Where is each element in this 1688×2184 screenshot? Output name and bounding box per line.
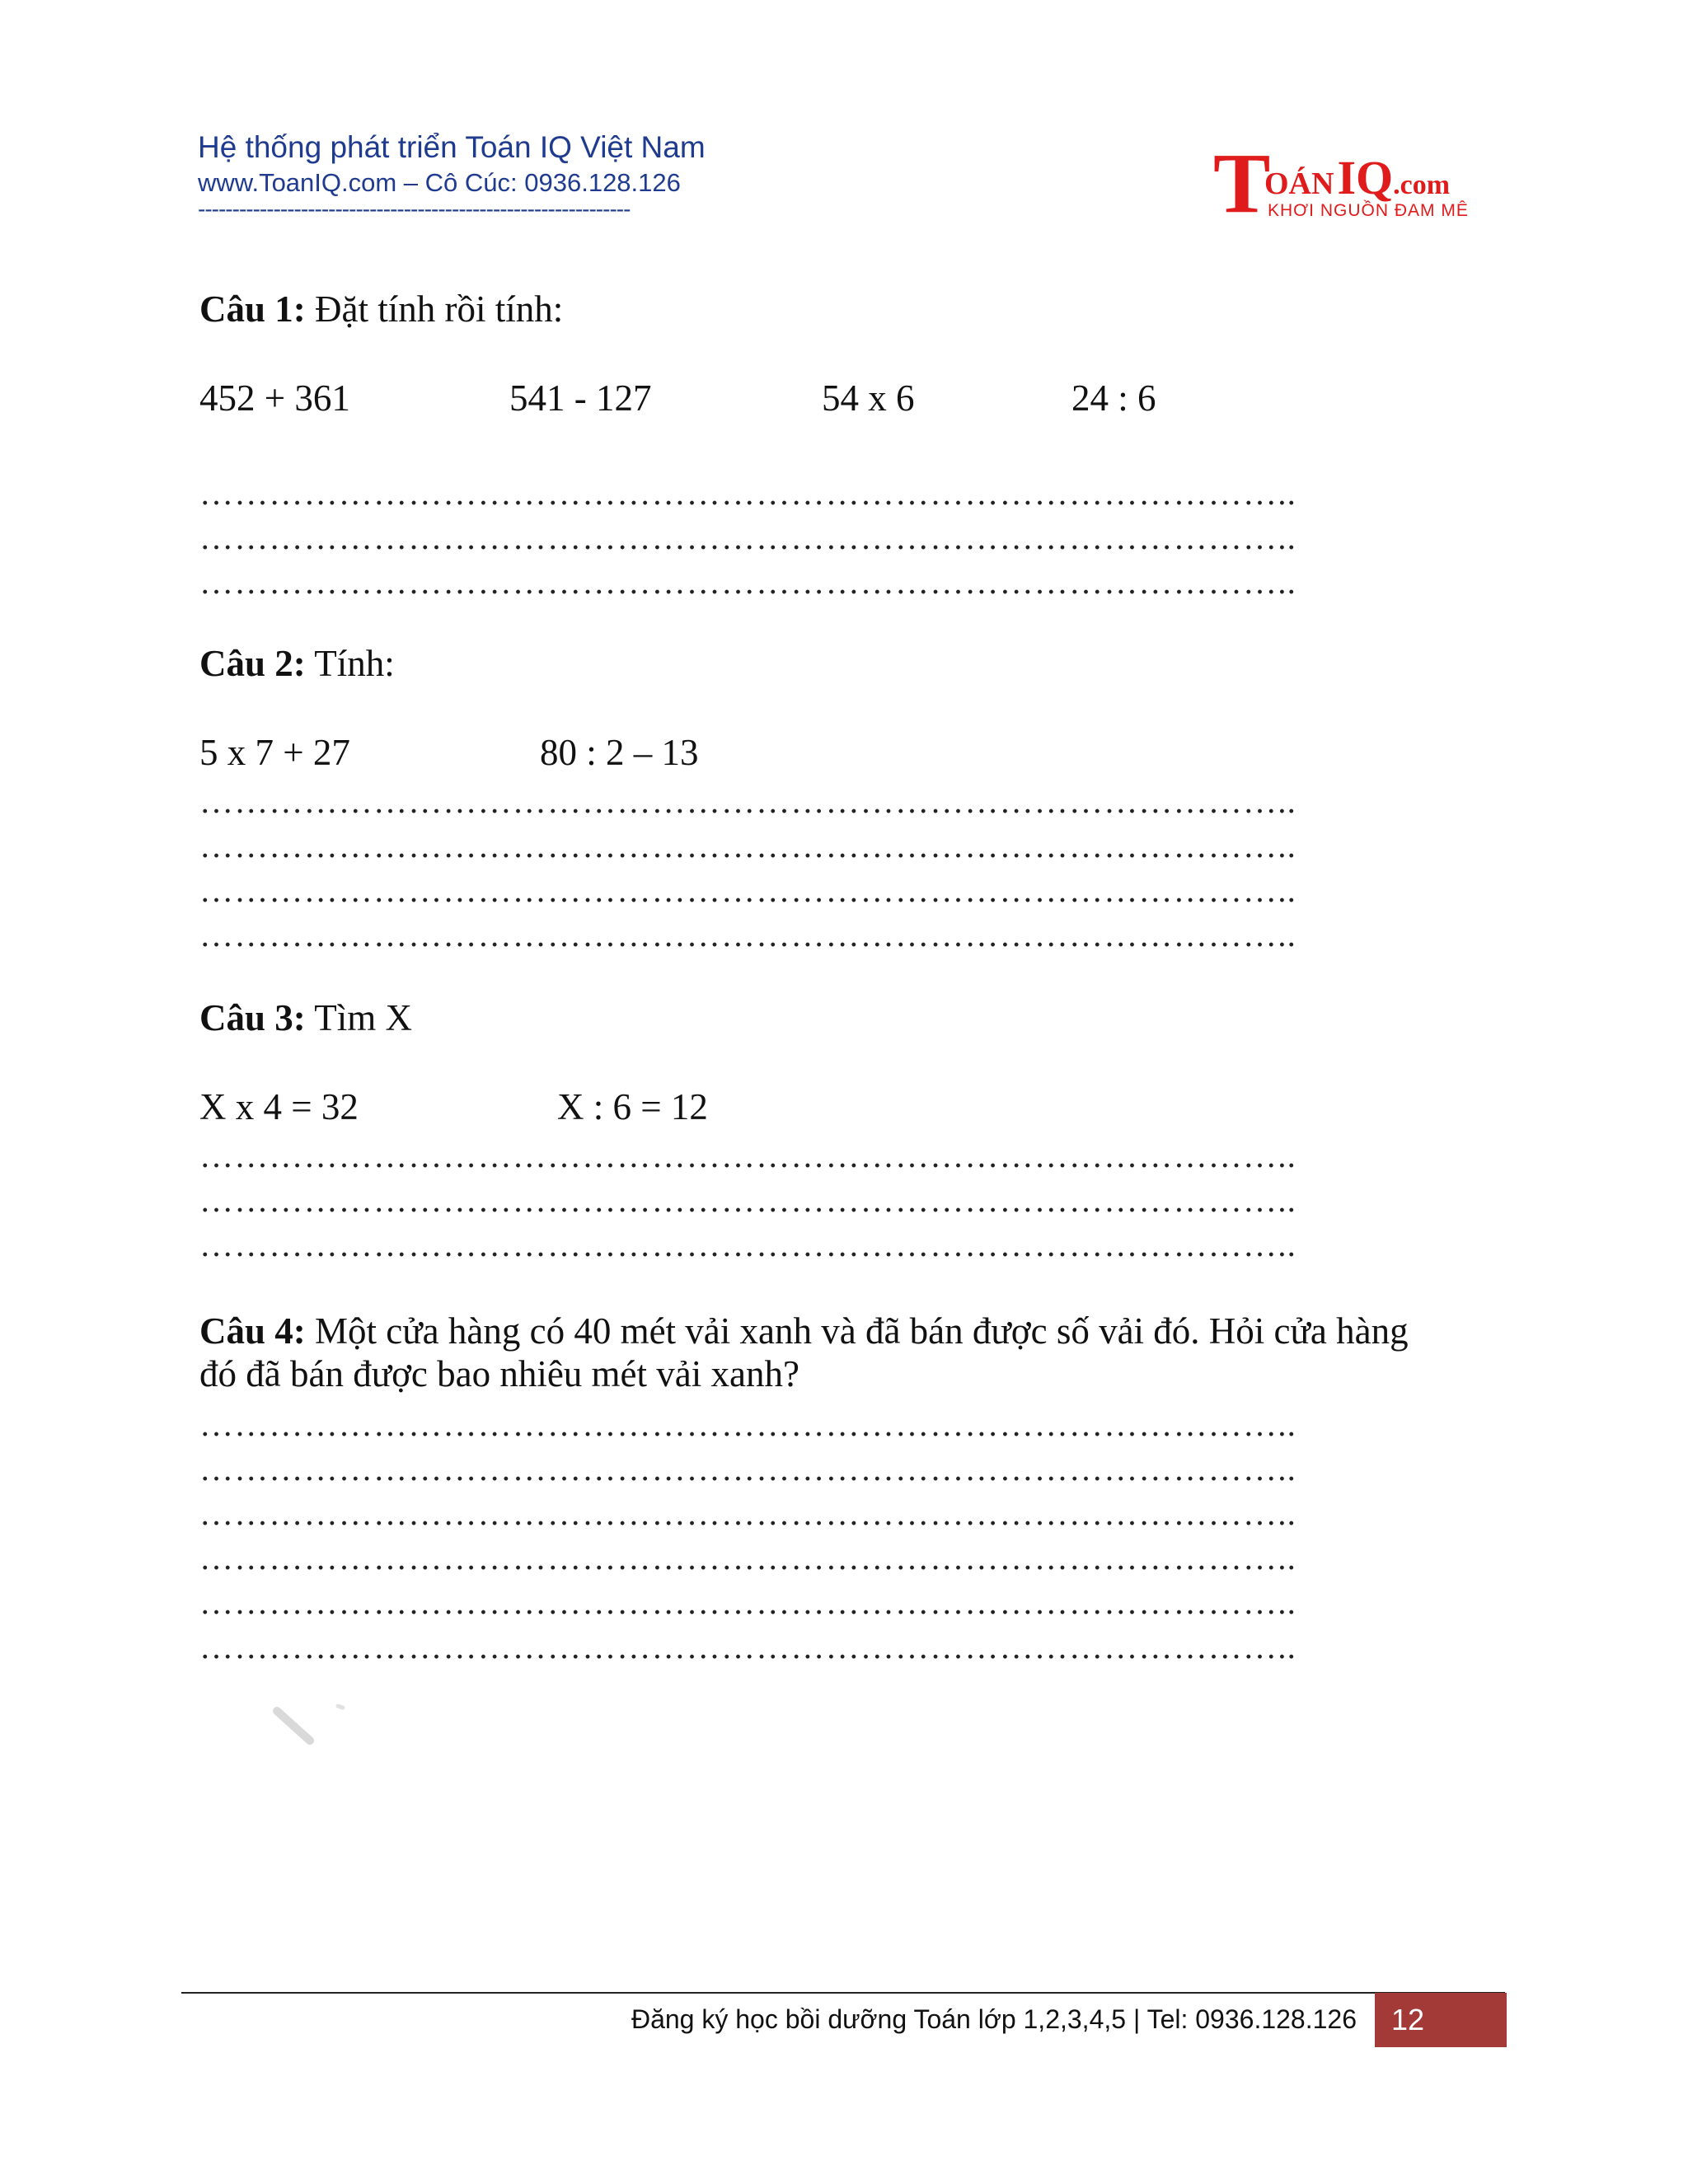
answer-line: …………………………………………………………………………………..: [199, 1539, 1297, 1577]
question-4-text-line-2: đó đã bán được bao nhiêu mét vải xanh?: [199, 1353, 799, 1394]
question-4-label: Câu 4:: [199, 1310, 306, 1352]
answer-line: …………………………………………………………………………………..: [199, 916, 1297, 954]
logo-slogan: KHƠI NGUỒN ĐAM MÊ: [1268, 201, 1469, 220]
answer-line: …………………………………………………………………………………..: [199, 782, 1297, 820]
logo-word-big: IQ: [1337, 151, 1394, 204]
answer-line: …………………………………………………………………………………..: [199, 518, 1297, 556]
q1-expression-2: 541 - 127: [509, 377, 652, 419]
logo-word-small: OÁN: [1264, 166, 1334, 201]
q1-expression-4: 24 : 6: [1071, 377, 1156, 419]
question-1-text: Đặt tính rồi tính:: [315, 288, 564, 330]
question-3-heading: [199, 996, 412, 1040]
answer-line: …………………………………………………………………………………..: [199, 1226, 1297, 1263]
question-1-heading: [199, 287, 563, 331]
question-4-text-line-1: Một cửa hàng có 40 mét vải xanh và đã bán được số vải đó. Hỏi cửa hàng: [315, 1310, 1409, 1352]
logo-letter: T: [1213, 136, 1271, 231]
answer-line: …………………………………………………………………………………..: [199, 827, 1297, 865]
footer-text: Đăng ký học bồi dưỡng Toán lớp 1,2,3,4,5 | Tel: 0936.128.126: [631, 2004, 1357, 2034]
question-2-label: Câu 2:: [199, 643, 306, 684]
logo-word-com: .com: [1393, 170, 1451, 200]
answer-line: …………………………………………………………………………………..: [199, 871, 1297, 909]
answer-line: …………………………………………………………………………………..: [199, 563, 1297, 601]
page-number-box: [1375, 1993, 1507, 2047]
question-2-text: Tính:: [314, 643, 395, 684]
question-1-label: Câu 1:: [199, 288, 306, 330]
question-2-heading: [199, 641, 395, 686]
answer-line: …………………………………………………………………………………..: [199, 1137, 1297, 1174]
q2-expression-2: 80 : 2 – 13: [540, 732, 699, 773]
pencil-icon: [272, 1698, 354, 1764]
page-header: [198, 129, 706, 222]
answer-line: …………………………………………………………………………………..: [199, 1405, 1297, 1443]
question-3-text: Tìm X: [314, 997, 412, 1038]
answer-line: …………………………………………………………………………………..: [199, 1450, 1297, 1488]
q1-expression-3: 54 x 6: [822, 377, 915, 419]
footer-rule: [181, 1992, 1505, 1994]
question-3-label: Câu 3:: [199, 997, 306, 1038]
answer-line: …………………………………………………………………………………..: [199, 1494, 1297, 1532]
answer-line: …………………………………………………………………………………..: [199, 1181, 1297, 1219]
answer-line: …………………………………………………………………………………..: [199, 1583, 1297, 1621]
header-website: www.ToanIQ.com – Cô Cúc: 0936.128.126: [198, 168, 681, 197]
q1-expression-1: 452 + 361: [199, 377, 350, 419]
header-title: Hệ thống phát triển Toán IQ Việt Nam: [198, 130, 706, 164]
answer-line: …………………………………………………………………………………..: [199, 474, 1297, 512]
question-4-heading: [199, 1309, 1409, 1353]
header-divider: ---------------------------------------------------------------: [198, 196, 631, 222]
q3-expression-1: X x 4 = 32: [199, 1086, 359, 1127]
q3-expression-2: X : 6 = 12: [557, 1086, 708, 1127]
page-number: 12: [1391, 2003, 1425, 2036]
answer-line: …………………………………………………………………………………..: [199, 1628, 1297, 1666]
toaniq-logo: [1213, 136, 1469, 231]
q2-expression-1: 5 x 7 + 27: [199, 732, 350, 773]
